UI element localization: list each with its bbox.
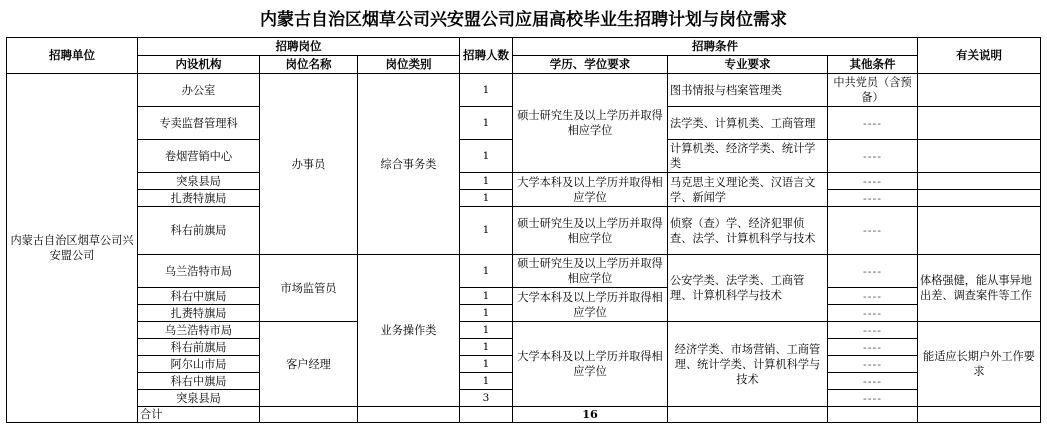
header-headcount: 招聘人数 [460,38,513,74]
major-cell: 图书情报与档案管理类 [668,74,828,107]
header-major: 专业要求 [668,56,828,74]
other-condition-cell: ---- [828,288,918,305]
total-empty-cell [668,407,828,423]
header-education: 学历、学位要求 [513,56,668,74]
headcount-cell: 1 [460,322,513,339]
headcount-cell: 1 [460,107,513,140]
education-cell: 硕士研究生及以上学历并取得相应学位 [513,74,668,173]
header-conditions-group: 招聘条件 [513,38,918,56]
total-empty-cell [260,407,358,423]
note-cell [918,140,1041,173]
headcount-cell: 1 [460,140,513,173]
header-positions-group: 招聘岗位 [138,38,460,56]
header-row-1 [7,38,1041,56]
note-cell: 能适应长期户外工作要求 [918,322,1041,407]
total-label: 合计 [138,407,260,423]
note-cell [918,173,1041,190]
education-cell: 硕士研究生及以上学历并取得相应学位 [513,255,668,288]
department-cell: 乌兰浩特市局 [138,255,260,288]
table-row [7,322,1041,339]
table-row [7,255,1041,288]
other-condition-cell: ---- [828,207,918,255]
headcount-cell: 1 [460,356,513,373]
headcount-cell: 1 [460,173,513,190]
department-cell: 扎赉特旗局 [138,190,260,207]
department-cell: 科右前旗局 [138,207,260,255]
other-condition-cell: ---- [828,255,918,288]
department-cell: 乌兰浩特市局 [138,322,260,339]
other-condition-cell: ---- [828,107,918,140]
total-empty-cell [460,407,513,423]
department-cell: 突泉县局 [138,390,260,407]
department-cell: 扎赉特旗局 [138,305,260,322]
department-cell: 科右中旗局 [138,373,260,390]
other-condition-cell: ---- [828,322,918,339]
header-notes: 有关说明 [918,38,1041,74]
headcount-cell: 3 [460,390,513,407]
total-empty-cell [918,407,1041,423]
department-cell: 突泉县局 [138,173,260,190]
position-type-cell: 业务操作类 [358,255,460,407]
header-position-type: 岗位类别 [358,56,460,74]
table-row [7,173,1041,190]
other-condition-cell: 中共党员（含预备） [828,74,918,107]
table-row [7,288,1041,305]
major-cell: 马克思主义理论类、汉语言文学、新闻学 [668,173,828,207]
position-name-cell: 市场监管员 [260,255,358,322]
headcount-cell: 1 [460,339,513,356]
note-cell [918,190,1041,207]
note-cell: 体格强健，能从事异地出差、调查案件等工作 [918,255,1041,322]
note-cell [918,107,1041,140]
major-cell: 侦察（查）学、经济犯罪侦查、法学、计算机科学与技术 [668,207,828,255]
total-empty-cell [828,407,918,423]
department-cell: 办公室 [138,74,260,107]
major-cell: 公安学类、法学类、工商管理、计算机科学与技术 [668,255,828,322]
headcount-cell: 1 [460,373,513,390]
header-other: 其他条件 [828,56,918,74]
other-condition-cell: ---- [828,140,918,173]
department-cell: 科右中旗局 [138,288,260,305]
education-cell: 大学本科及以上学历并取得相应学位 [513,322,668,407]
department-cell: 科右前旗局 [138,339,260,356]
table-row [7,207,1041,255]
education-cell: 硕士研究生及以上学历并取得相应学位 [513,207,668,255]
total-row [7,407,1041,423]
department-cell: 卷烟营销中心 [138,140,260,173]
total-value: 16 [513,407,668,423]
note-cell [918,207,1041,255]
headcount-cell: 1 [460,255,513,288]
other-condition-cell: ---- [828,373,918,390]
other-condition-cell: ---- [828,190,918,207]
recruitment-table [6,37,1041,423]
other-condition-cell: ---- [828,173,918,190]
department-cell: 专卖监督管理科 [138,107,260,140]
education-cell: 大学本科及以上学历并取得相应学位 [513,173,668,207]
major-cell: 计算机类、经济学类、统计学类 [668,140,828,173]
headcount-cell: 1 [460,288,513,305]
position-name-cell: 办事员 [260,74,358,255]
other-condition-cell: ---- [828,339,918,356]
header-unit: 招聘单位 [7,38,138,74]
header-position-name: 岗位名称 [260,56,358,74]
major-cell: 经济学类、市场营销、工商管理、统计学类、计算机科学与技术 [668,322,828,407]
header-department: 内设机构 [138,56,260,74]
total-empty-cell [358,407,460,423]
header-row-2 [7,56,1041,74]
headcount-cell: 1 [460,207,513,255]
headcount-cell: 1 [460,74,513,107]
major-cell: 法学类、计算机类、工商管理 [668,107,828,140]
other-condition-cell: ---- [828,390,918,407]
other-condition-cell: ---- [828,305,918,322]
education-cell: 大学本科及以上学历并取得相应学位 [513,288,668,322]
department-cell: 阿尔山市局 [138,356,260,373]
table-row [7,74,1041,107]
headcount-cell: 1 [460,190,513,207]
other-condition-cell: ---- [828,356,918,373]
headcount-cell: 1 [460,305,513,322]
page-title: 内蒙古自治区烟草公司兴安盟公司应届高校毕业生招聘计划与岗位需求 [260,10,787,30]
position-type-cell: 综合事务类 [358,74,460,255]
unit-name-cell: 内蒙古自治区烟草公司兴安盟公司 [7,74,138,423]
position-name-cell: 客户经理 [260,322,358,407]
note-cell [918,74,1041,107]
